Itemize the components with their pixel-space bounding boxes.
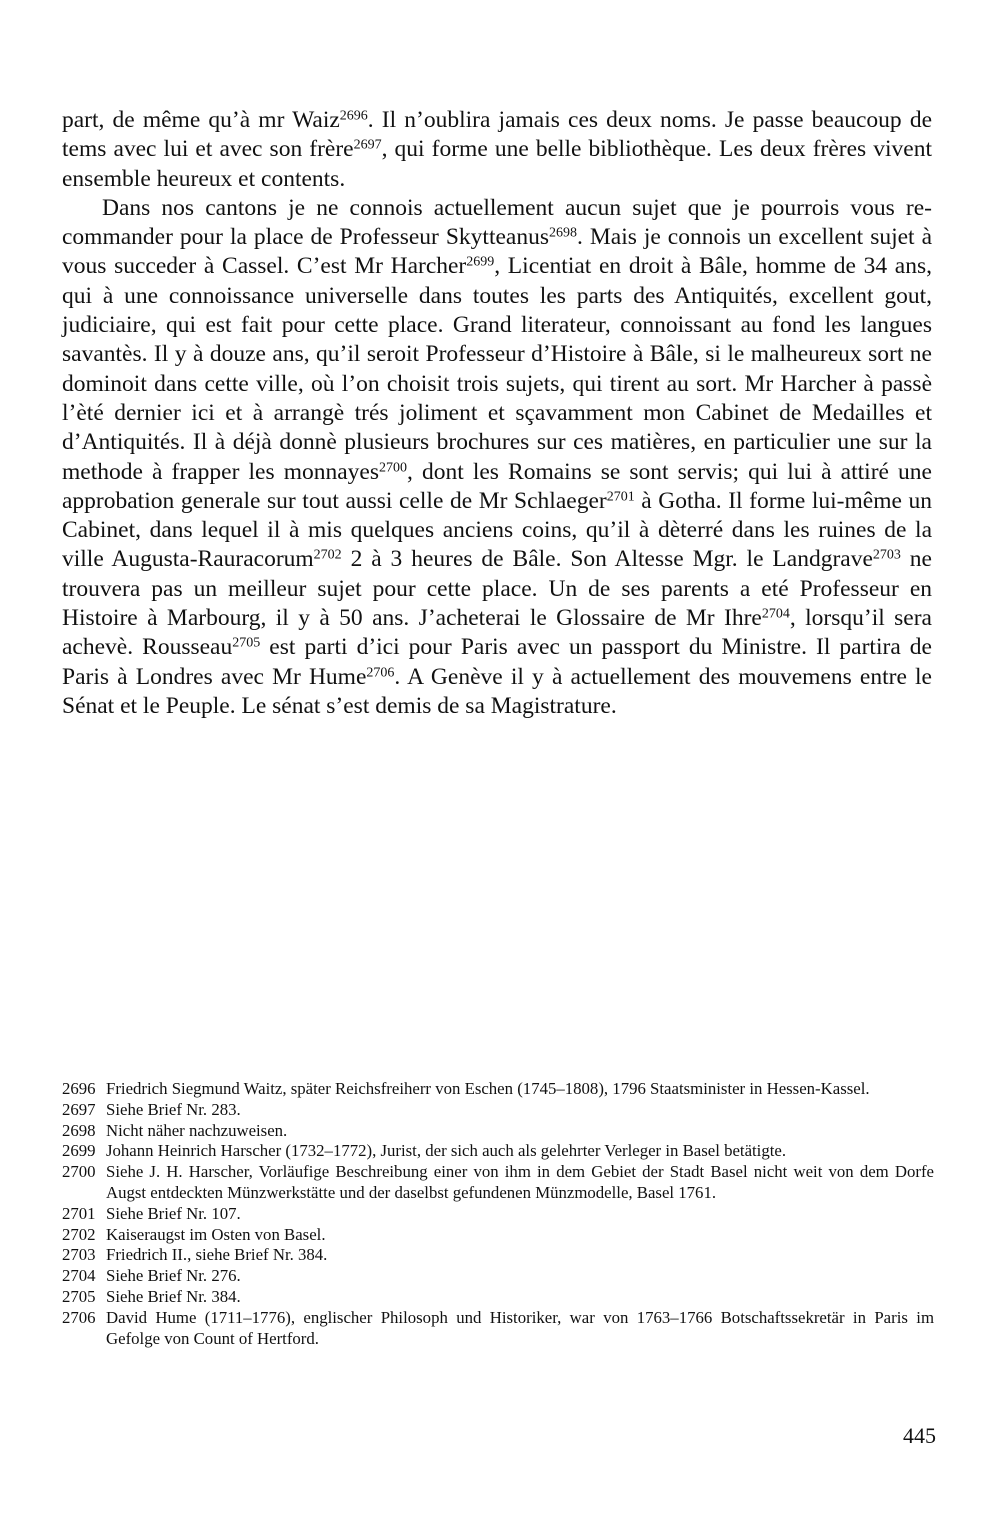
footnote-ref-2699: 2699 [466, 254, 495, 270]
footnote-text: Friedrich Siegmund Waitz, später Reichsfreiherr von Eschen (1745–1808), 1796 Staatsminister in Hessen-Kassel. [106, 1079, 870, 1098]
footnote-number: 2700 [62, 1162, 96, 1182]
footnote-ref-2704: 2704 [761, 606, 790, 622]
footnote-number: 2705 [62, 1286, 96, 1306]
footnote-2703 [62, 1245, 934, 1266]
footnote-text: Nicht näher nachzuweisen. [106, 1120, 288, 1140]
footnote-2696 [62, 1079, 934, 1100]
body-text-run: , dont les Romains se sont servis; qui lui à attiré une approbation generale sur tout aussi celle de Mr Schlaeger [62, 458, 932, 514]
footnote-number: 2702 [62, 1224, 96, 1244]
footnote-number: 2696 [62, 1079, 96, 1098]
footnote-2704 [62, 1266, 934, 1287]
footnote-number: 2698 [62, 1120, 96, 1140]
body-text-run: ne trouvera pas un meilleur sujet pour cette place. Un de ses parents a eté Professeur en Histoire à Marbourg, il y à 50 ans. J’acheterai le Glossaire de Mr Ihre [62, 546, 932, 632]
body-text-run: , Licentiat en droit à Bâle, homme de 34 ans, qui à une connoissance universelle dans toutes les parts des Antiquités, excellent gout, judiciaire, qui est fait pour cette place. Grand literateur, connoissant au fond les langues savantès. Il y à douze ans, qu’il seroit Professeur d’Histoire à Bâle, si le malheureux sort ne dominoit dans cette ville, où l’on choisit trois sujets, qui tirent au sort. Mr Harcher à passè l’èté dernier ici et à arrangè trés joliment et sçavamment mon Cabinet de Medailles et d’Antiquités. Il à déjà donnè plusieurs brochures sur ces matières, en particulier une sur la methode à frapper les monnayes [62, 253, 932, 485]
footnote-text: Siehe Brief Nr. 384. [106, 1286, 241, 1306]
page-number: 445 [903, 1423, 936, 1448]
body-paragraph-2 [62, 194, 932, 721]
body-text-run: , qui forme une belle bibliothèque. Les deux frères vivent ensemble heureux et contents. [62, 136, 932, 192]
footnote-2698 [62, 1121, 934, 1142]
footnote-number: 2697 [62, 1099, 96, 1119]
footnote-text: Siehe J. H. Harscher, Vorläufige Beschreibung einer von ihm in dem Gebiet der Stadt Basel nicht weit von dem Dorfe Augst entdeckten Münzwerkstätte und der daselbst gefundenen Münzmodelle, Basel 1761. [106, 1162, 934, 1202]
footnote-ref-2698: 2698 [549, 225, 577, 241]
footnote-ref-2696: 2696 [339, 108, 368, 124]
footnote-ref-2706: 2706 [366, 664, 395, 680]
body-text-run: . Il n’oublira jamais ces deux noms. Je passe beaucoup de tems avec lui et avec son frère [62, 107, 932, 163]
footnote-2699 [62, 1141, 934, 1162]
footnote-2697 [62, 1100, 934, 1121]
footnote-ref-2705: 2705 [232, 635, 261, 651]
footnote-number: 2703 [62, 1245, 96, 1265]
body-text-run: . A Genève il y à actuellement des mouvemens entre le Sénat et le Peuple. Le sénat s’est demis de sa Magistrature. [62, 663, 932, 719]
footnote-text: Kaiseraugst im Osten von Basel. [106, 1224, 326, 1244]
footnote-ref-2702: 2702 [313, 547, 342, 563]
footnote-text: Johann Heinrich Harscher (1732–1772), Jurist, der sich auch als gelehrter Verleger in Basel betätigte. [106, 1141, 787, 1161]
footnote-number: 2701 [62, 1203, 96, 1223]
footnote-number: 2704 [62, 1266, 96, 1286]
body-text-run: Dans nos cantons je ne connois actuellement aucun sujet que je pourrois vous recommander pour la place de Professeur Skytteanus [62, 194, 932, 251]
body-paragraph-1 [62, 106, 932, 194]
body-text-run: . Mais je connois un excellent sujet à vous succeder à Cassel. C’est Mr Harcher [62, 224, 933, 280]
footnote-ref-2703: 2703 [872, 547, 901, 563]
body-text-run: est parti d’ici pour Paris avec un passport du Ministre. Il partira de Paris à Londres avec Mr Hume [62, 634, 932, 690]
letter-body [62, 106, 932, 721]
footnotes-section [62, 1079, 934, 1349]
footnote-ref-2697: 2697 [353, 137, 382, 153]
footnote-2705 [62, 1287, 934, 1308]
footnote-number: 2699 [62, 1141, 96, 1161]
footnote-ref-2700: 2700 [378, 459, 407, 475]
footnote-number: 2706 [62, 1307, 96, 1327]
footnote-ref-2701: 2701 [606, 489, 635, 505]
body-text-run: à Gotha. Il forme lui-même un Cabinet, dans lequel il à mis quelques anciens coins, qu’il à dèterré dans les ruines de la ville Augusta-Rauracorum [62, 487, 932, 573]
footnote-2700 [62, 1162, 934, 1204]
footnote-2706 [62, 1308, 934, 1350]
footnote-2702 [62, 1225, 934, 1246]
footnote-text: David Hume (1711–1776), englischer Philosoph und Historiker, war von 1763–1766 Botschaftssekretär in Paris im Gefolge von Count of Hertford. [106, 1307, 934, 1348]
body-text-run: 2 à 3 heures de Bâle. Son Altesse Mgr. le Landgrave [341, 546, 873, 573]
footnote-text: Siehe Brief Nr. 276. [106, 1266, 241, 1286]
body-text-run: part, de même qu’à mr Waiz [62, 107, 340, 133]
footnote-text: Siehe Brief Nr. 107. [106, 1203, 241, 1223]
body-text-run: , lorsqu’il sera achevè. Rousseau [62, 605, 932, 661]
footnote-text: Siehe Brief Nr. 283. [106, 1099, 241, 1119]
footnote-2701 [62, 1204, 934, 1225]
footnote-text: Friedrich II., siehe Brief Nr. 384. [106, 1245, 328, 1265]
